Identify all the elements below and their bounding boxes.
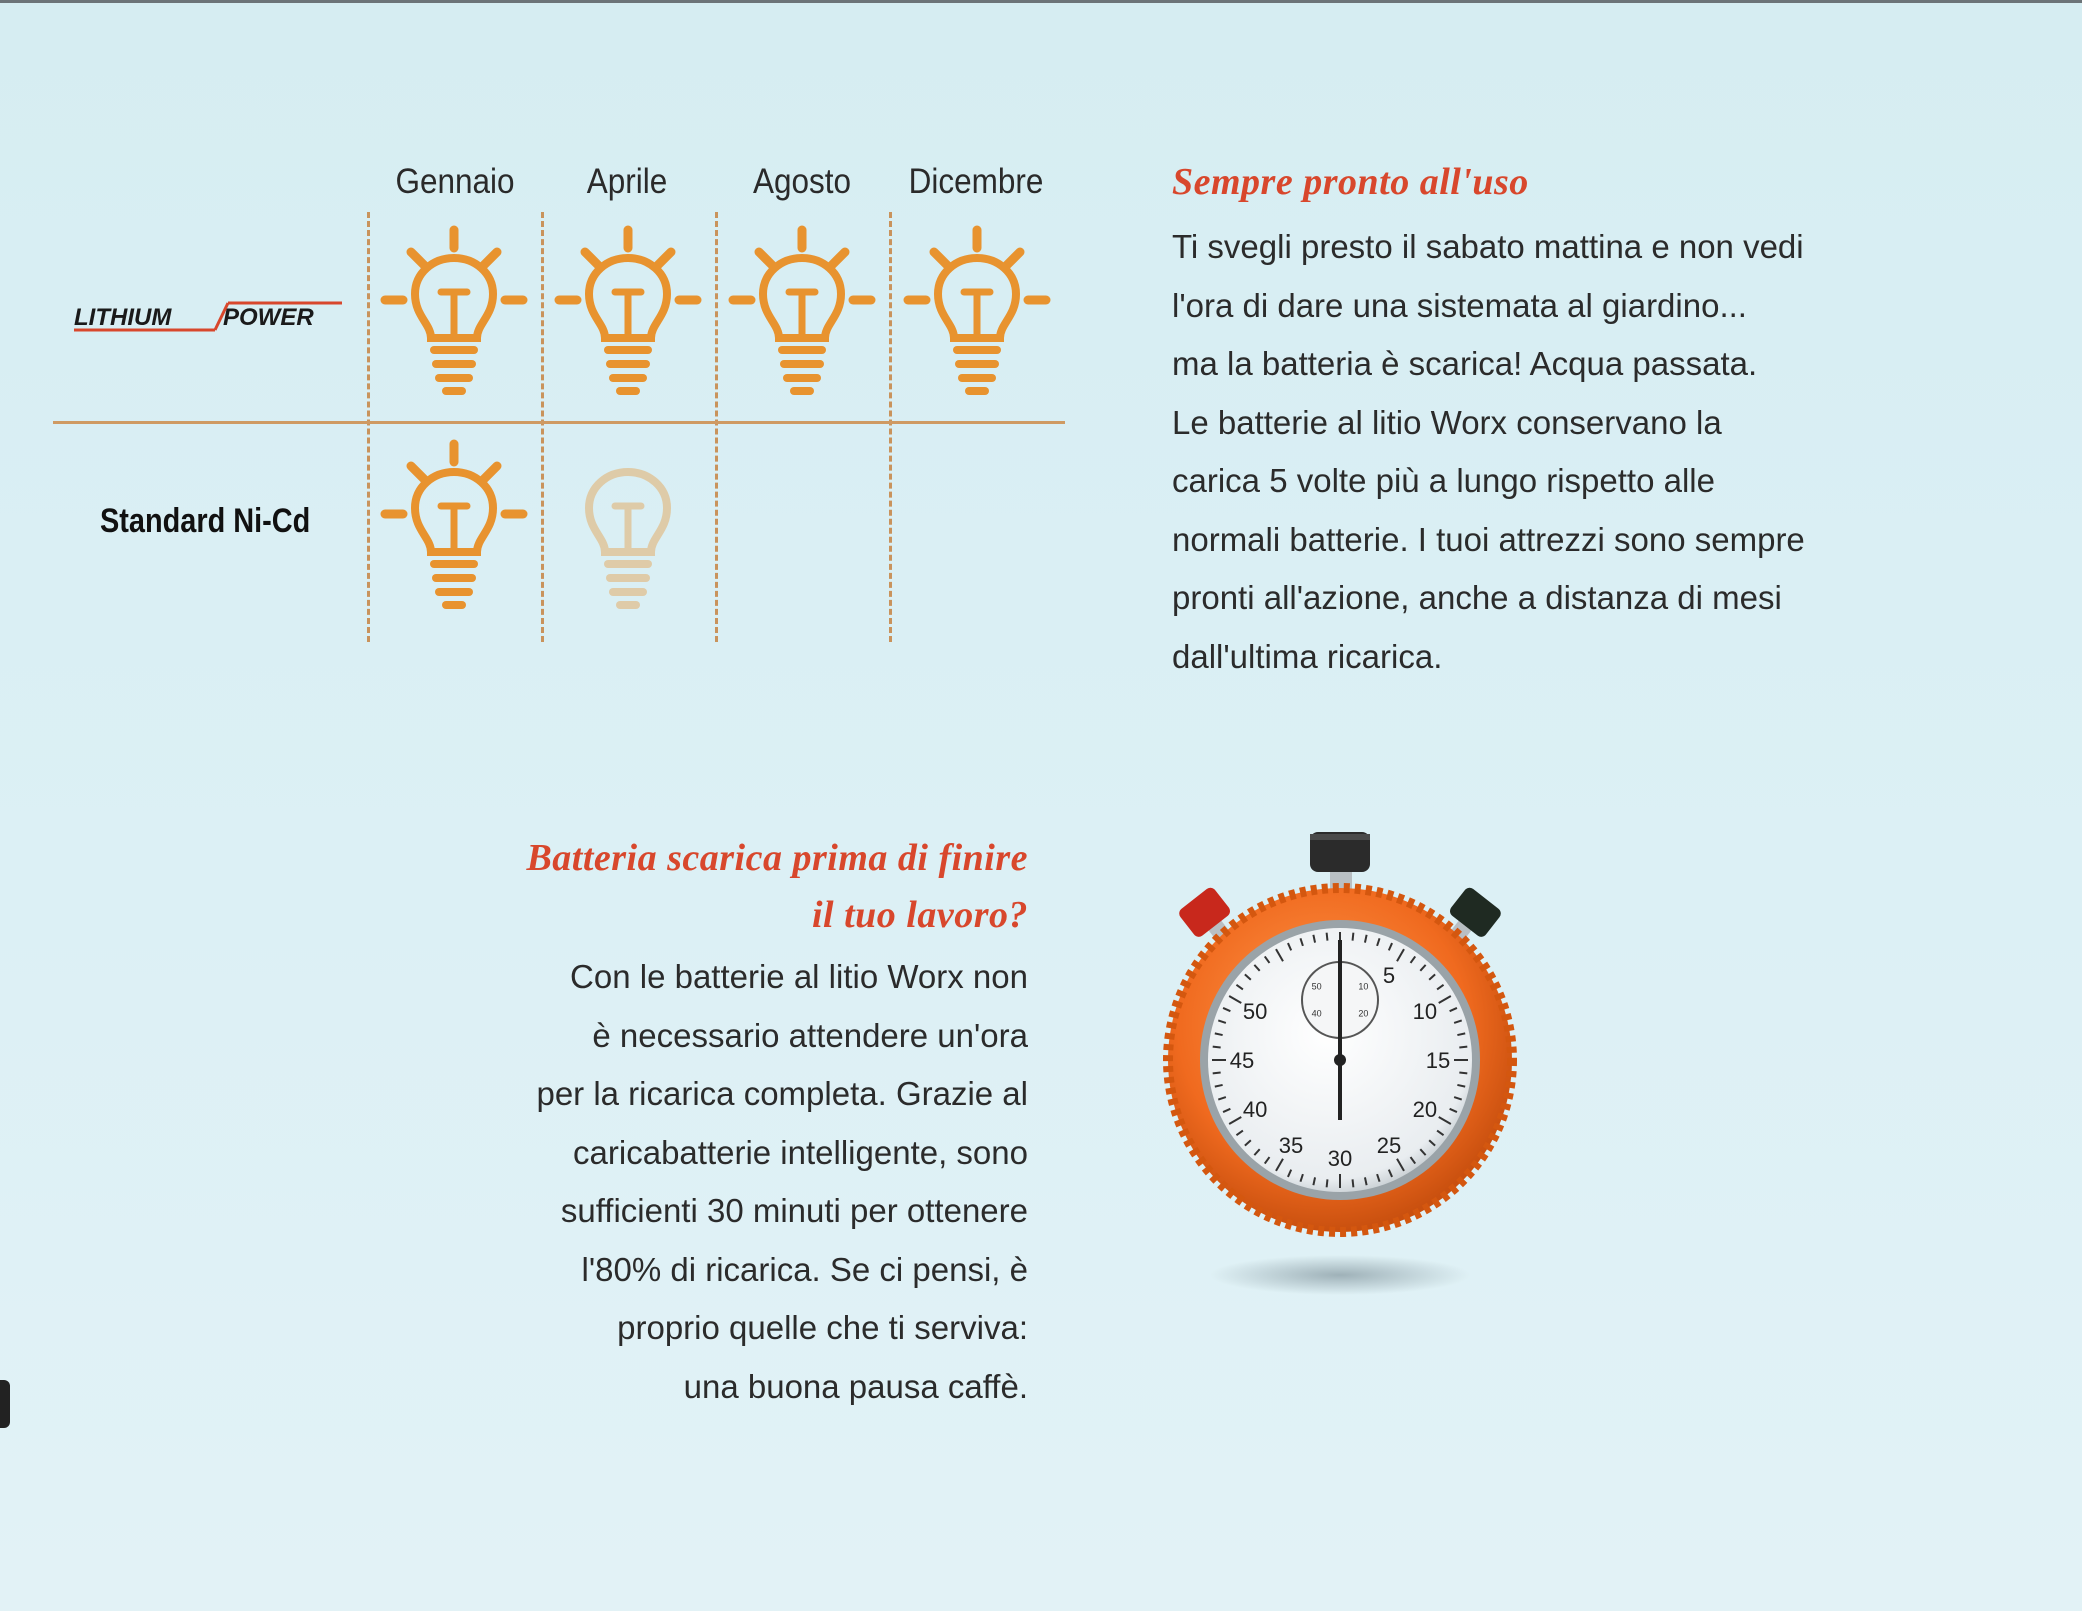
sub-dial-number: 20 [1358, 1008, 1369, 1019]
text-line: per la ricarica completa. Grazie al [536, 1075, 1028, 1112]
column-divider [889, 212, 892, 642]
lightbulb-faded-icon [553, 436, 703, 616]
top-border [0, 0, 2082, 3]
dial-number: 45 [1229, 1048, 1255, 1073]
lightbulb-icon [553, 222, 703, 402]
paragraph-sempre-pronto [1172, 218, 1892, 686]
sub-dial-number: 40 [1311, 1008, 1322, 1019]
paragraph-batteria-scarica [428, 948, 1028, 1416]
text-line: carica 5 volte più a lungo rispetto alle [1172, 462, 1715, 499]
dial-number: 15 [1425, 1048, 1451, 1073]
dial-number: 20 [1412, 1097, 1438, 1122]
text-line: proprio quelle che ti serviva: [617, 1309, 1028, 1346]
column-divider [367, 212, 370, 642]
lightbulb-icon [727, 222, 877, 402]
text-line: l'ora di dare una sistemata al giardino... [1172, 286, 1747, 324]
svg-text:LITHIUM: LITHIUM [74, 304, 172, 331]
column-divider [715, 212, 718, 642]
text-line: l'80% di ricarica. Se ci pensi, è [581, 1250, 1028, 1288]
heading-sempre-pronto: Sempre pronto all'uso [1172, 161, 1529, 203]
stopwatch-icon [1160, 820, 1520, 1300]
heading-batteria-scarica-line2: il tuo lavoro? [811, 894, 1028, 936]
dial-number: 30 [1327, 1146, 1353, 1171]
svg-text:POWER: POWER [223, 304, 314, 331]
sub-dial-number: 50 [1311, 981, 1322, 992]
text-line: una buona pausa caffè. [683, 1367, 1028, 1405]
dial-number: 35 [1278, 1132, 1304, 1158]
sub-dial-number: 10 [1358, 981, 1369, 992]
page-edge-mark [0, 1380, 10, 1428]
month-header: Dicembre [908, 162, 1044, 201]
text-line: Con le batterie al litio Worx non [570, 958, 1028, 995]
month-header: Gennaio [395, 162, 515, 201]
text-line: sufficienti 30 minuti per ottenere [560, 1192, 1028, 1229]
text-line: è necessario attendere un'ora [592, 1016, 1028, 1054]
dial-number: 5 [1382, 963, 1396, 989]
text-line: Ti svegli presto il sabato mattina e non vedi [1172, 228, 1804, 265]
dial-number: 10 [1412, 999, 1438, 1024]
text-line: pronti all'azione, anche a distanza di mesi [1172, 579, 1782, 616]
lightbulb-icon [902, 222, 1052, 402]
dial-number: 25 [1376, 1132, 1402, 1158]
text-line: ma la batteria è scarica! Acqua passata. [1172, 345, 1758, 382]
dial-number: 40 [1242, 1097, 1268, 1122]
text-line: normali batterie. I tuoi attrezzi sono sempre [1172, 520, 1805, 558]
row-label-standard-nicd: Standard Ni-Cd [100, 502, 311, 540]
month-header: Agosto [752, 162, 852, 201]
text-line: dall'ultima ricarica. [1172, 637, 1443, 675]
heading-batteria-scarica: Batteria scarica prima di finire [526, 837, 1028, 879]
dial-number: 50 [1242, 999, 1268, 1024]
month-header: Aprile [586, 162, 668, 201]
lightbulb-icon [379, 436, 529, 616]
lithium-power-logo [70, 295, 345, 335]
column-divider [541, 212, 544, 642]
lightbulb-icon [379, 222, 529, 402]
row-divider [53, 421, 1065, 424]
text-line: Le batterie al litio Worx conservano la [1172, 403, 1722, 441]
text-line: caricabatterie intelligente, sono [573, 1133, 1028, 1171]
